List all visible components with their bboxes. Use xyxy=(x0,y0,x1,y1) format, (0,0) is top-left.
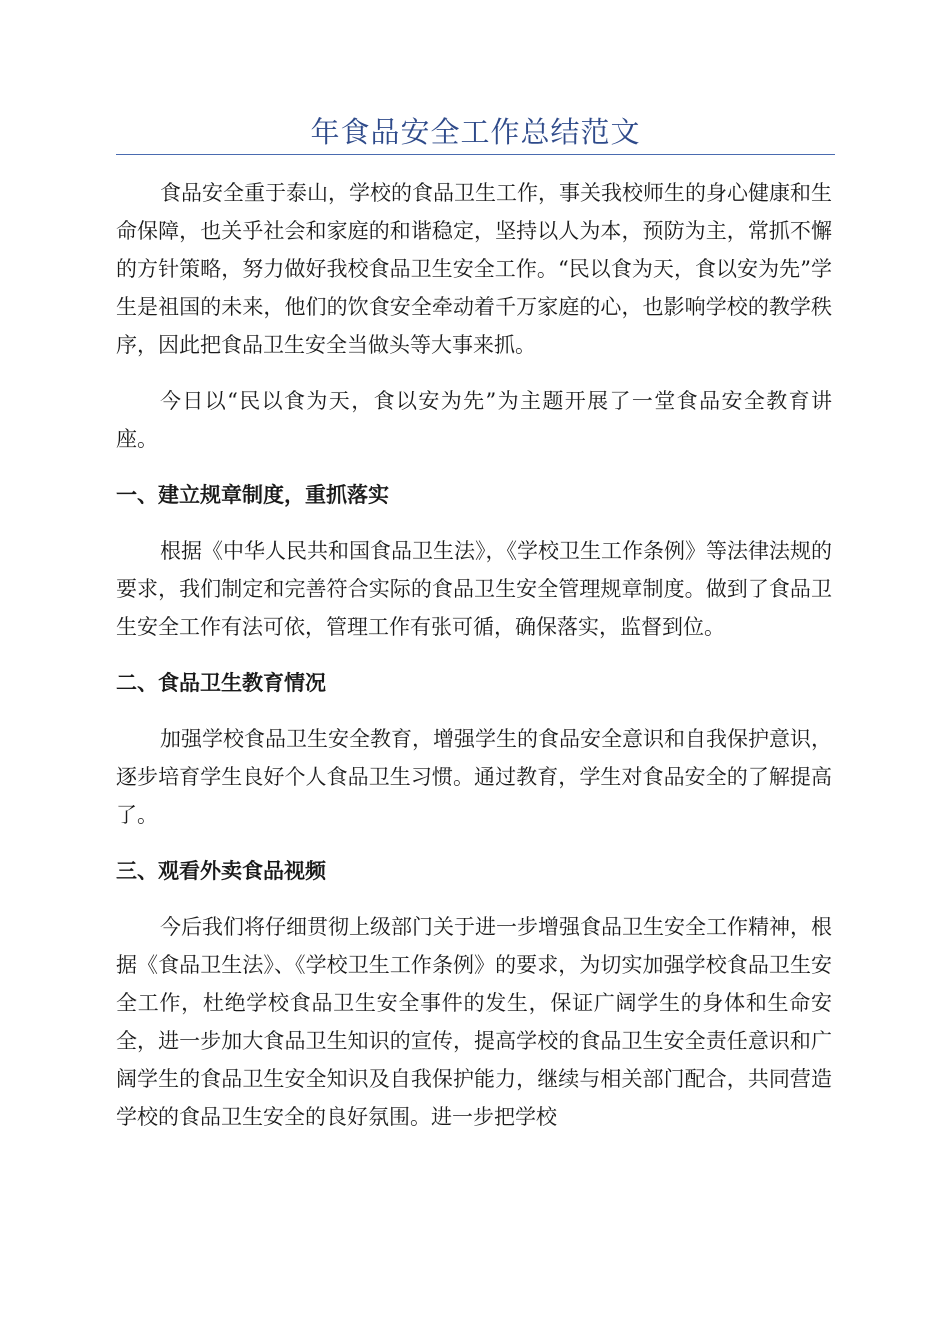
title-underline xyxy=(116,154,835,155)
intro-paragraph-2: 今日以“民以食为天，食以安为先”为主题开展了一堂食品安全教育讲座。 xyxy=(116,389,832,451)
section-heading-1: 一、建立规章制度，重抓落实 xyxy=(116,483,389,507)
section-heading-2: 二、食品卫生教育情况 xyxy=(116,671,326,695)
section-heading-3: 三、观看外卖食品视频 xyxy=(116,859,326,883)
document-body xyxy=(116,174,832,1154)
page-title: 年食品安全工作总结范文 xyxy=(310,115,641,149)
section-paragraph-1: 根据《中华人民共和国食品卫生法》，《学校卫生工作条例》等法律法规的要求，我们制定和完善符合实际的食品卫生安全管理规章制度。做到了食品卫生安全工作有法可依，管理工作有张可循，确保落实，监督到位。 xyxy=(116,539,832,639)
section-paragraph-3: 今后我们将仔细贯彻上级部门关于进一步增强食品卫生安全工作精神，根据《食品卫生法》、《学校卫生工作条例》的要求，为切实加强学校食品卫生安全工作，杜绝学校食品卫生安全事件的发生，保证广阔学生的身体和生命安全，进一步加大食品卫生知识的宣传，提高学校的食品卫生安全责任意识和广阔学生的食品卫生安全知识及自我保护能力，继续与相关部门配合，共同营造学校的食品卫生安全的良好氛围。进一步把学校 xyxy=(116,915,832,1129)
section-paragraph-2: 加强学校食品卫生安全教育，增强学生的食品安全意识和自我保护意识，逐步培育学生良好个人食品卫生习惯。通过教育，学生对食品安全的了解提高了。 xyxy=(116,727,832,827)
intro-paragraph-1: 食品安全重于泰山，学校的食品卫生工作，事关我校师生的身心健康和生命保障，也关乎社会和家庭的和谐稳定，坚持以人为本，预防为主，常抓不懈的方针策略，努力做好我校食品卫生安全工作。“民以食为天，食以安为先”学生是祖国的未来，他们的饮食安全牵动着千万家庭的心，也影响学校的教学秩序，因此把食品卫生安全当做头等大事来抓。 xyxy=(116,181,832,357)
